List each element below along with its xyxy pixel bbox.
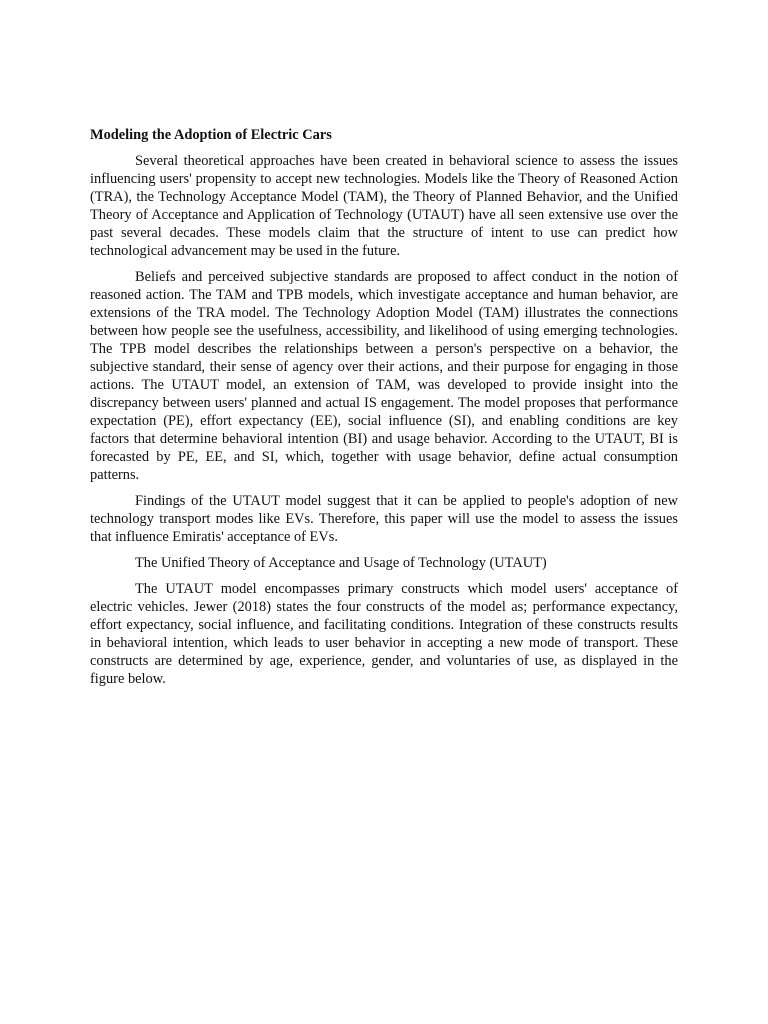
paragraph-3: Findings of the UTAUT model suggest that it can be applied to people's adoption of new technology transport modes like EVs. Therefore, this paper will use the model to assess the issues that influence Emiratis' acceptance of EVs. xyxy=(90,493,678,545)
section-subheading: The Unified Theory of Acceptance and Usage of Technology (UTAUT) xyxy=(135,555,547,571)
document-title: Modeling the Adoption of Electric Cars xyxy=(90,127,332,143)
paragraph-1: Several theoretical approaches have been created in behavioral science to assess the issues influencing users' propensity to accept new technologies. Models like the Theory of Reasoned Action (TRA), the Technology Acceptance Model (TAM), the Theory of Planned Behavior, and the Unified Theory of Acceptance and Application of Technology (UTAUT) have all seen extensive use over the past several decades. These models claim that the structure of intent to use can predict how technological advancement may be used in the future. xyxy=(90,153,678,259)
paragraph-2: Beliefs and perceived subjective standards are proposed to affect conduct in the notion of reasoned action. The TAM and TPB models, which investigate acceptance and human behavior, are extensions of the TRA model. The Technology Adoption Model (TAM) illustrates the connections between how people see the usefulness, accessibility, and likelihood of using emerging technologies. The TPB model describes the relationships between a person's perspective on a behavior, the subjective standard, their sense of agency over their actions, and their purpose for engaging in those actions. The UTAUT model, an extension of TAM, was developed to provide insight into the discrepancy between users' planned and actual IS engagement. The model proposes that performance expectation (PE), effort expectancy (EE), social influence (SI), and enabling conditions are key factors that determine behavioral intention (BI) and usage behavior. According to the UTAUT, BI is forecasted by PE, EE, and SI, which, together with usage behavior, define actual consumption patterns. xyxy=(90,269,678,483)
paragraph-4: The UTAUT model encompasses primary constructs which model users' acceptance of electric vehicles. Jewer (2018) states the four constructs of the model as; performance expectancy, effort expectancy, social influence, and facilitating conditions. Integration of these constructs results in behavioral intention, which leads to user behavior in accepting a new mode of transport. These constructs are determined by age, experience, gender, and voluntaries of use, as displayed in the figure below. xyxy=(90,581,678,687)
document-page xyxy=(90,126,678,696)
